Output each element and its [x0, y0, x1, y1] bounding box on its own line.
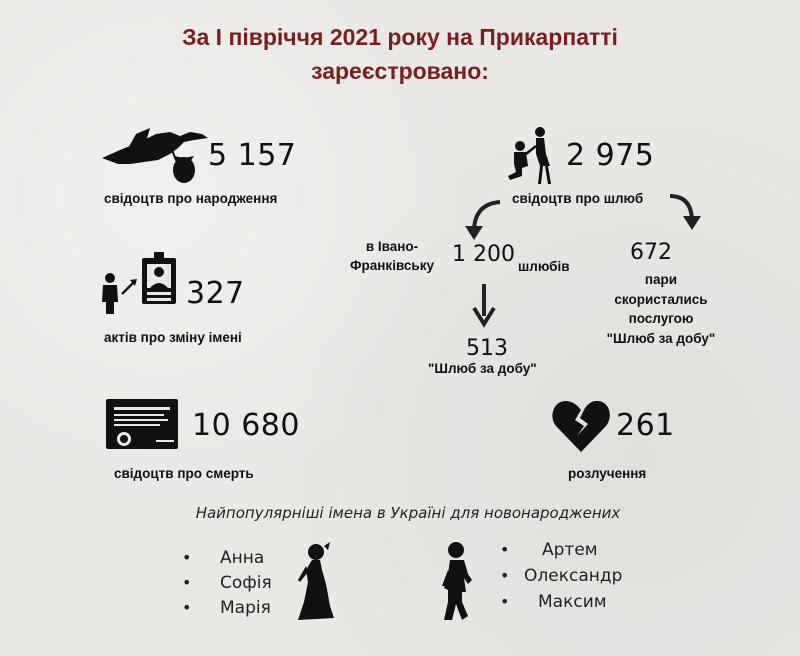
- bullet-icon: •: [500, 540, 510, 559]
- girl-name: Анна: [220, 548, 265, 568]
- boy-name-item: [500, 592, 607, 612]
- ivano-frankivsk-label: [348, 237, 436, 275]
- one-day-pairs-line4: "Шлюб за добу": [606, 330, 716, 346]
- arrow-down-icon: [470, 282, 498, 328]
- girl-silhouette-icon: [290, 540, 338, 624]
- divorces-value: 261: [616, 408, 675, 443]
- curved-arrow-right-icon: [664, 192, 708, 236]
- death-certificate-icon: [104, 395, 182, 451]
- broken-heart-icon: [550, 398, 612, 454]
- boy-name: Олександр: [524, 566, 623, 586]
- bullet-icon: •: [182, 548, 192, 567]
- name-change-label: актів про зміну імені: [104, 330, 242, 345]
- births-value: 5 157: [208, 138, 297, 173]
- one-day-ifr-label: "Шлюб за добу": [428, 361, 537, 376]
- curved-arrow-left-icon: [460, 196, 510, 246]
- marriages-value: 2 975: [566, 138, 655, 173]
- page-title-line2: зареєстровано:: [311, 58, 489, 84]
- boy-name: Максим: [538, 592, 607, 612]
- names-subtitle: Найпопулярніші імена в Україні для новонароджених: [195, 504, 621, 522]
- bullet-icon: •: [500, 592, 510, 611]
- one-day-pairs-line3: послугою: [628, 311, 694, 326]
- boy-name-item: [500, 566, 623, 586]
- one-day-ifr-value: 513: [466, 336, 508, 361]
- births-label: свідоцтв про народження: [104, 191, 278, 206]
- girl-name: Марія: [220, 598, 271, 618]
- proposal-icon: [500, 124, 562, 186]
- bullet-icon: •: [182, 598, 192, 617]
- marriages-label: свідоцтв про шлюб: [512, 191, 644, 206]
- one-day-pairs-label: [576, 270, 746, 348]
- girl-name-item: [182, 548, 265, 568]
- id-card-icon: [100, 250, 182, 316]
- one-day-pairs-line2: скористались: [614, 291, 708, 307]
- ivano-frankivsk-value: 1 200: [452, 242, 515, 267]
- ivano-frankivsk-label-line2: Франківську: [350, 258, 434, 273]
- page-title-line1: За І півріччя 2021 року на Прикарпатті: [182, 24, 618, 50]
- divorces-label: розлучення: [568, 466, 647, 481]
- boy-name: Артем: [542, 540, 598, 560]
- ivano-frankivsk-unit: шлюбів: [518, 259, 570, 274]
- girl-name-item: [182, 573, 272, 593]
- one-day-pairs-value: 672: [630, 240, 672, 265]
- one-day-pairs-line1: пари: [644, 272, 678, 287]
- ivano-frankivsk-label-line1: в Івано-: [365, 239, 419, 254]
- deaths-label: свідоцтв про смерть: [114, 466, 254, 481]
- boy-name-item: [500, 540, 598, 560]
- girl-name: Софія: [220, 573, 272, 593]
- deaths-value: 10 680: [192, 408, 300, 443]
- stork-icon: [100, 120, 210, 186]
- bullet-icon: •: [182, 573, 192, 592]
- girl-name-item: [182, 598, 271, 618]
- boy-silhouette-icon: [440, 540, 480, 626]
- bullet-icon: •: [500, 566, 510, 585]
- name-change-value: 327: [186, 276, 245, 311]
